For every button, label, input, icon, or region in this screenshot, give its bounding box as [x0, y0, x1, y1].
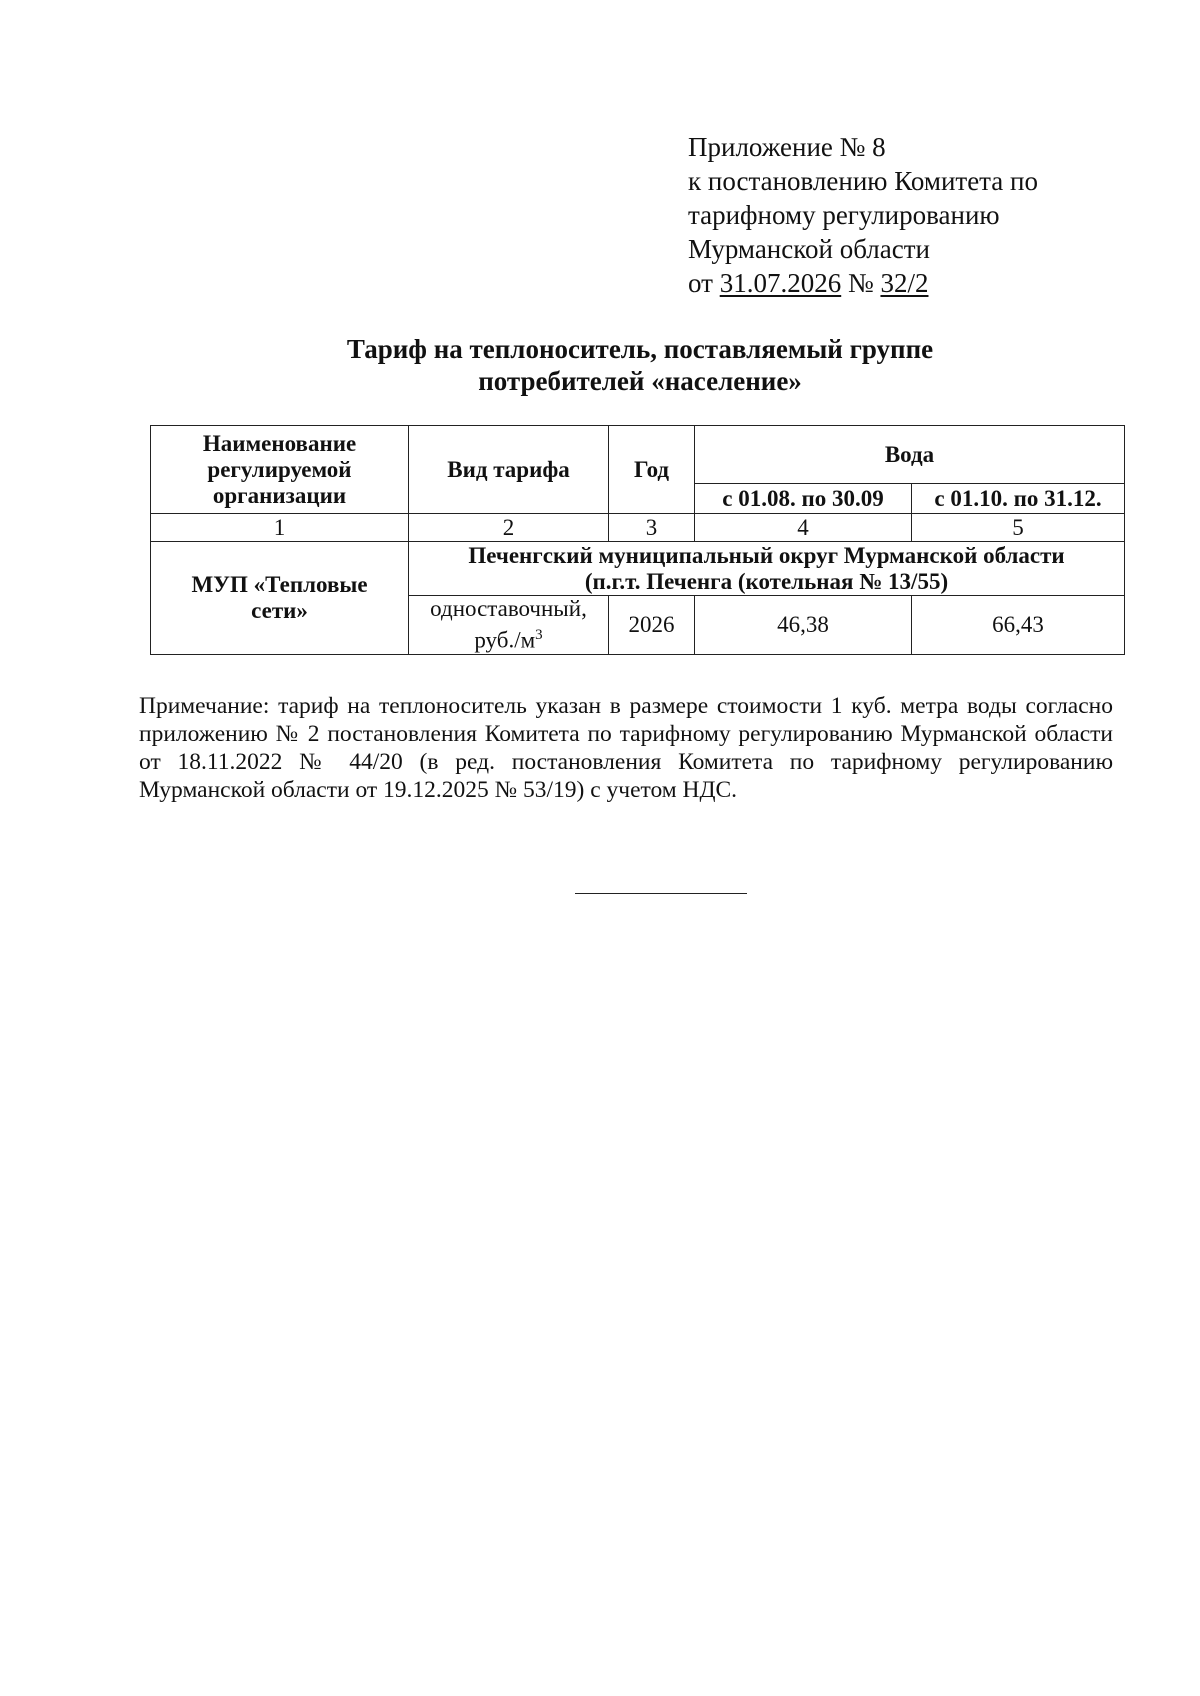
- from-label: от: [688, 268, 713, 298]
- appendix-number: Приложение № 8: [688, 132, 886, 162]
- tariff-value-period-2: 66,43: [912, 596, 1125, 655]
- approval-line-2: к постановлению Комитета по: [688, 166, 1038, 196]
- column-number-3: 3: [609, 514, 695, 542]
- territory-row: [151, 542, 1125, 596]
- header-water: Вода: [695, 426, 1125, 484]
- resolution-number: 32/2: [880, 268, 929, 298]
- tariff-year: 2026: [609, 596, 695, 655]
- header-org: Наименование регулируемой организации: [151, 426, 409, 514]
- column-number-5: 5: [912, 514, 1125, 542]
- territory-line-2: (п.г.т. Печенга (котельная № 13/55): [584, 568, 949, 594]
- number-label: №: [847, 268, 874, 298]
- resolution-date: 31.07.2026: [719, 268, 842, 298]
- territory-line-1: Печенгский муниципальный округ Мурманской области: [468, 542, 1065, 568]
- approval-block: [688, 130, 1128, 300]
- tariff-unit: $руб./м^3$: [474, 627, 543, 653]
- organization-name: МУП «Тепловые сети»: [151, 542, 409, 655]
- approval-date-line: [688, 266, 1128, 300]
- document-title: [150, 333, 1130, 397]
- header-period-1: с 01.08. по 30.09: [695, 484, 912, 514]
- tariff-type-cell: [409, 596, 609, 655]
- column-number-4: 4: [695, 514, 912, 542]
- tariff-table: [150, 425, 1125, 655]
- tariff-value-period-1: 46,38: [695, 596, 912, 655]
- approval-line-3: тарифному регулированию: [688, 200, 1000, 230]
- column-number-1: 1: [151, 514, 409, 542]
- header-period-2: с 01.10. по 31.12.: [912, 484, 1125, 514]
- note-paragraph: Примечание: тариф на теплоноситель указан в размере стоимости 1 куб. метра воды согласно приложению № 2 постановления Комитета по тарифному регулированию Мурманской области от 18.11.2022 № 44/20 (в ред. постановления Комитета по тарифному регулированию Мурманской области от 19.12.2025 № 53/19) с учетом НДС.: [139, 693, 1113, 803]
- header-tariff-type: Вид тарифа: [409, 426, 609, 514]
- title-line-2: потребителей «население»: [478, 366, 802, 396]
- tariff-type: одноставочный,: [430, 596, 587, 621]
- title-line-1: Тариф на теплоноситель, поставляемый группе: [346, 334, 934, 364]
- end-divider: [575, 893, 747, 894]
- header-row: [151, 426, 1125, 484]
- approval-line-4: Мурманской области: [688, 234, 930, 264]
- column-number-2: 2: [409, 514, 609, 542]
- column-number-row: [151, 514, 1125, 542]
- header-year: Год: [609, 426, 695, 514]
- territory-cell: [409, 542, 1125, 596]
